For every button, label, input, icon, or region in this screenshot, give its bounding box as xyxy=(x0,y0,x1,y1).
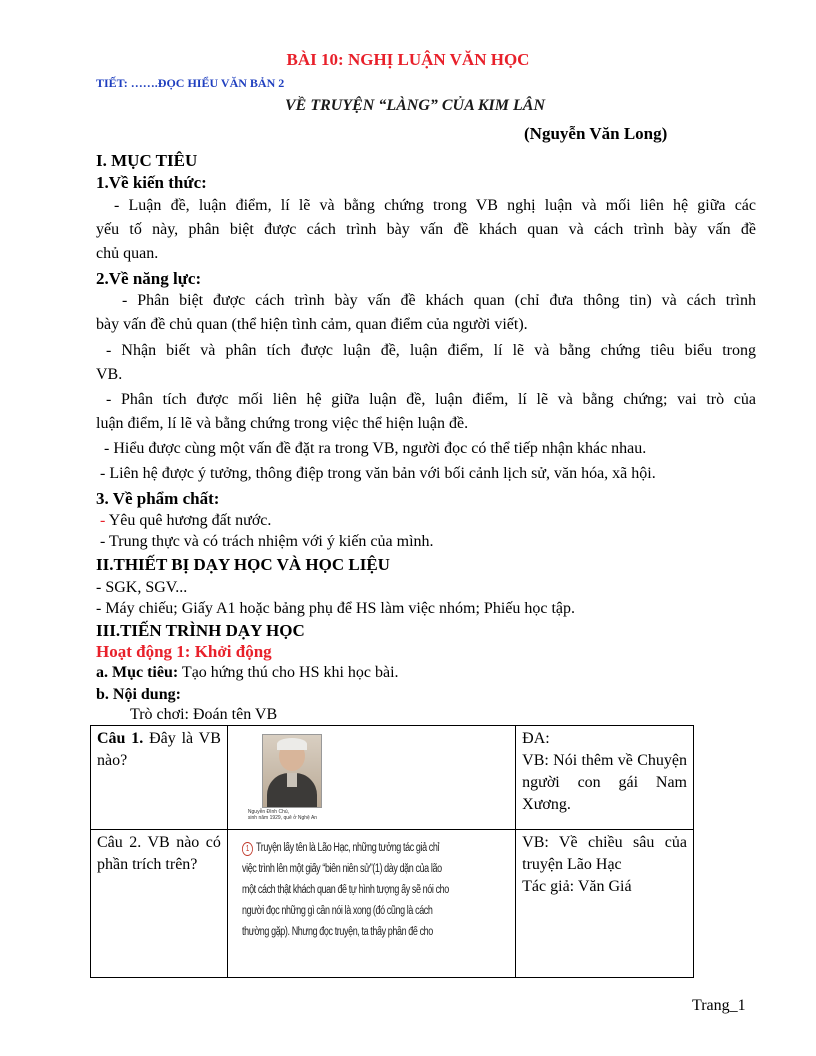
knowledge-line-1: - Luận đề, luận điểm, lí lẽ và bằng chứng trong VB nghị luận và mối liên hệ giữa các xyxy=(114,197,756,214)
question-cell: Câu 2. VB nào có phần trích trên? xyxy=(91,830,228,978)
ability-line-2: bày vấn đề chủ quan (thể hiện tình cảm, quan điểm của người viết). xyxy=(96,316,528,333)
equipment-line-2: - Máy chiếu; Giấy A1 hoặc bảng phụ để HS làm việc nhóm; Phiếu học tập. xyxy=(96,600,576,617)
section-heading-process: III.TIẾN TRÌNH DẠY HỌC xyxy=(96,621,305,640)
excerpt-line xyxy=(242,838,449,859)
ability-line-3: - Nhận biết và phân tích được luận đề, luận điểm, lí lẽ và bằng chứng tiêu biểu trong xyxy=(106,342,756,359)
image-cell xyxy=(227,830,515,978)
image-cell xyxy=(227,726,515,830)
excerpt-line-text: Truyện lấy tên là Lão Hạc, những tưởng tác giả chỉ xyxy=(255,842,440,854)
circled-number-marker-icon: 1 xyxy=(242,842,253,856)
text-title: VỀ TRUYỆN “LÀNG” CỦA KIM LÂN xyxy=(284,97,546,114)
lesson-title: BÀI 10: NGHỊ LUẬN VĂN HỌC xyxy=(286,50,530,69)
ability-line-7: - Hiểu được cùng một vấn đề đặt ra trong VB, người đọc có thể tiếp nhận khác nhau. xyxy=(104,440,647,457)
page-number: Trang_1 xyxy=(692,997,746,1014)
section-heading-objectives: I. MỤC TIÊU xyxy=(96,151,198,170)
photo-caption-line-1: Nguyễn Đình Chú, xyxy=(247,809,290,815)
ability-line-8: - Liên hệ được ý tưởng, thông điệp trong văn bản với bối cảnh lịch sử, văn hóa, xã hội. xyxy=(100,465,656,482)
lesson-period-line: TIẾT: …….ĐỌC HIỂU VĂN BẢN 2 xyxy=(96,76,285,90)
quality-line-1-text: Yêu quê hương đất nước. xyxy=(105,512,272,529)
photo-caption-line-2: sinh năm 1929, quê ở Nghệ An xyxy=(247,815,318,821)
answer-line: Tác giả: Văn Giá xyxy=(522,878,632,895)
equipment-line-1: - SGK, SGV... xyxy=(96,579,188,596)
table-row xyxy=(91,726,694,830)
ability-line-6: luận điểm, lí lẽ và bằng chứng trong việc thể hiện luận đề. xyxy=(96,415,469,432)
goal-line xyxy=(96,662,756,684)
excerpt-line: thường gặp). Nhưng đọc truyện, ta thấy phần để cho xyxy=(241,926,433,938)
quiz-table xyxy=(90,725,694,978)
excerpt-line: việc trình lên một giấy “biên niên sử”(1) dày dặn của lão xyxy=(241,863,442,875)
excerpt-line: một cách thật khách quan để tự hình tượng ấy sẽ nói cho xyxy=(241,884,449,896)
question-label: Câu 1. xyxy=(97,730,144,747)
excerpt-line: người đọc những gì cần nói là xong (đó cũng là cách xyxy=(241,905,433,917)
ability-line-5: - Phân tích được mối liên hệ giữa luận đề, luận điểm, lí lẽ và bằng chứng; vai trò của xyxy=(106,391,756,408)
quality-heading: 3. Về phẩm chất: xyxy=(96,489,220,508)
table-row xyxy=(91,830,694,978)
knowledge-line-2: yếu tố này, phân biệt được cách trình bày vấn đề khách quan và cách trình bày vấn đề xyxy=(96,221,756,238)
quality-line-2: - Trung thực và có trách nhiệm với ý kiến của mình. xyxy=(100,533,434,550)
author-name: (Nguyễn Văn Long) xyxy=(524,124,668,143)
goal-text: Tạo hứng thú cho HS khi học bài. xyxy=(178,664,399,681)
question-text: Đây là VB nào? xyxy=(97,730,221,769)
portrait-photo-icon xyxy=(262,734,322,808)
knowledge-line-3: chủ quan. xyxy=(96,245,159,262)
answer-line: VB: Nói thêm về Chuyện người con gái Nam Xương. xyxy=(522,752,687,813)
quality-line-1 xyxy=(100,510,760,532)
section-heading-equipment: II.THIẾT BỊ DẠY HỌC VÀ HỌC LIỆU xyxy=(96,555,390,574)
content-label: b. Nội dung: xyxy=(96,686,181,703)
ability-line-1: - Phân biệt được cách trình bày vấn đề khách quan (chỉ đưa thông tin) và cách trình xyxy=(122,292,756,309)
answer-line: VB: Về chiều sâu của truyện Lão Hạc xyxy=(522,834,687,873)
activity-heading: Hoạt động 1: Khởi động xyxy=(96,642,272,661)
excerpt-image xyxy=(228,830,515,976)
answer-cell xyxy=(516,830,694,978)
goal-label: a. Mục tiêu: xyxy=(96,664,179,681)
answer-line: ĐA: xyxy=(522,730,550,747)
knowledge-heading: 1.Về kiến thức: xyxy=(96,173,207,192)
question-cell xyxy=(91,726,228,830)
game-line: Trò chơi: Đoán tên VB xyxy=(130,706,278,723)
quality-dash: - xyxy=(100,512,106,529)
ability-line-4: VB. xyxy=(96,366,123,383)
ability-heading: 2.Về năng lực: xyxy=(96,269,202,288)
photo-caption xyxy=(248,809,317,821)
answer-cell xyxy=(516,726,694,830)
